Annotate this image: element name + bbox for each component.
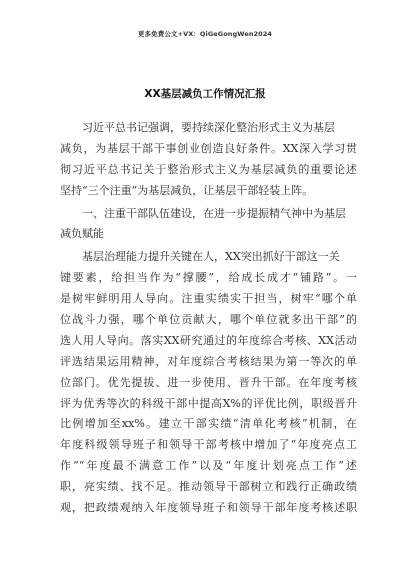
paragraph-line: 减负，为基层干部干事创业创造良好条件。XX深入学习贯 <box>60 141 357 155</box>
section-heading-line: 一、注重干部队伍建设，在进一步提振精气神中为基层 <box>82 206 346 220</box>
paragraph-line: 习近平总书记强调，要持续深化整治形式主义为基层 <box>82 121 335 134</box>
paragraph-line: 位战斗力强，哪个单位贡献大，哪个单位就多出干部”的 <box>60 313 357 327</box>
paragraph-line: 评为优秀等次的科级干部中提高X%的评优比例，职级晋升 <box>60 396 357 410</box>
paragraph-line: 是树牢鲜明用人导向。注重实绩实干担当，树牢“哪个单 <box>60 292 357 306</box>
paragraph-line: 坚持“三个注重”为基层减负，让基层干部轻装上阵。 <box>60 183 314 197</box>
document-body <box>60 118 357 519</box>
paragraph-line: 基层治理能力提升关键在人，XX突出抓好干部这一关 <box>82 250 340 264</box>
page-header: 更多免费公文+VX：QiGeGongWen2024 <box>137 30 273 38</box>
paragraph-line: 位部门。优先提拔、进一步使用、晋升干部。在年度考核 <box>60 375 357 389</box>
paragraph-line: 评选结果运用精神，对年度综合考核结果为第一等次的单 <box>60 354 357 368</box>
paragraph-line: 彻习近平总书记关于整治形式主义为基层减负的重要论述 <box>60 162 357 176</box>
section-heading-line: 减负赋能 <box>60 227 104 241</box>
paragraph-line: 作”“年度最不满意工作”以及“年度计划亮点工作”述 <box>60 459 357 473</box>
paragraph-line: 职，亮实绩、找不足。推动领导干部树立和践行正确政绩 <box>60 480 357 494</box>
paragraph-line: 键要素，给担当作为“撑腰”，给成长成才“铺路”。一 <box>60 271 357 285</box>
paragraph-line: 年度科级领导班子和领导干部考核中增加了“年度亮点工 <box>60 438 357 452</box>
paragraph-line: 观，把政绩观纳入年度领导班子和领导干部年度考核述职 <box>60 501 357 515</box>
paragraph-line: 选人用人导向。落实XX研究通过的年度综合考核、XX活动 <box>60 333 357 347</box>
paragraph-line: 比例增加至xx%。建立干部实绩“清单化考核”机制，在 <box>60 417 357 431</box>
document-title: XX基层减负工作情况汇报 <box>144 88 266 100</box>
